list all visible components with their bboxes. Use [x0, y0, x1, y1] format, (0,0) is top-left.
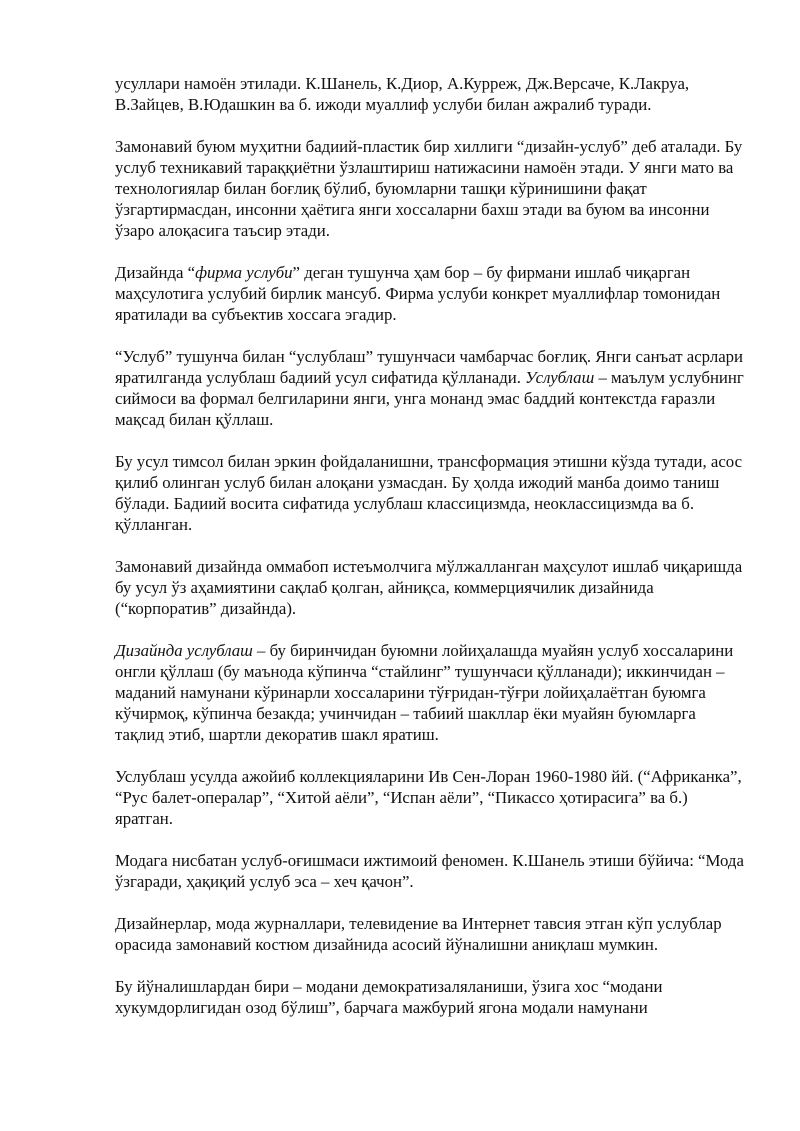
- paragraph-5-text: Бу усул тимсол билан эркин фойдаланишни, трансформация этишни кўзда тутади, асос қилиб олинган услуб билан алоқани узмасдан. Бу ҳолда ижодий манба доимо таниш бўлади. Бадиий восита сифатида услублаш классицизмда, неоклассицизмда ва б. қўлланган.: [115, 452, 743, 534]
- paragraph-10: [115, 913, 744, 955]
- paragraph-3-term-firm-style: фирма услуби: [195, 263, 293, 282]
- paragraph-6-text: Замонавий дизайнда оммабоп истеъмолчига мўлжалланган маҳсулот ишлаб чиқаришда бу усул ўз аҳамиятини сақлаб қолган, айниқса, коммерциячилик дизайнида (“корпоратив” дизайнда).: [115, 557, 743, 618]
- paragraph-2-text: Замонавий буюм муҳитни бадиий-пластик бир хиллиги “дизайн-услуб” деб аталади. Бу услуб техникавий тараққиётни ўзлаштириш натижасини намоён этади. У янги мато ва технологиялар билан боғлиқ бўлиб, буюмларни ташқи кўринишини фақат ўзгартирмасдан, инсонни ҳаётига янги хоссаларни бахш этади ва буюм ва инсонни ўзаро алоқасига таъсир этади.: [115, 137, 743, 240]
- paragraph-11-text: Бу йўналишлардан бири – модани демократизаляланиши, ўзига хос “модани хукумдорлигидан озод бўлиш”, барчага мажбурий ягона модали намунани: [115, 977, 663, 1017]
- paragraph-7: [115, 640, 744, 745]
- paragraph-8-text: Услублаш усулда ажойиб коллекцияларини Ив Сен-Лоран 1960-1980 йй. (“Африканка”, “Рус балет-опералар”, “Хитой аёли”, “Испан аёли”, “Пикассо ҳотирасига” ва б.) яратган.: [115, 767, 742, 828]
- paragraph-4-text-b: – маълум услубнинг сиймоси ва формал белгиларини янги, унга монанд эмас баддий контекстда ғаразли мақсад билан қўллаш.: [115, 368, 744, 429]
- paragraph-1-text: усуллари намоён этилади. К.Шанель, К.Диор, А.Курреж, Дж.Версаче, К.Лакруа, В.Зайцев, В.Юдашкин ва б. ижоди муаллиф услуби билан ажралиб туради.: [115, 74, 690, 114]
- paragraph-8: [115, 766, 744, 829]
- paragraph-1: [115, 73, 744, 115]
- paragraph-4: [115, 346, 744, 430]
- paragraph-7-term-design-stylization: Дизайнда услублаш: [115, 641, 253, 660]
- paragraph-3-text-a: Дизайнда “: [115, 263, 196, 282]
- paragraph-2: [115, 136, 744, 241]
- paragraph-3-text-b: ” деган тушунча ҳам бор – бу фирмани ишлаб чиқарган маҳсулотига услубий бирлик мансуб. Фирма услуби конкрет муаллифлар томонидан яратилади ва субъектив хоссага эгадир.: [115, 263, 721, 324]
- paragraph-7-text: – бу биринчидан буюмни лойиҳалашда муайян услуб хоссаларини онгли қўллаш (бу маънода кўпинча “стайлинг” тушунчаси қўлланади); иккинчидан – маданий намунани кўринарли хоссаларини тўғридан-тўғри лойиҳалаётган буюмга кўчирмоқ, кўпинча безакда; учинчидан – табиий шакллар ёки муайян буюмларга тақлид этиб, шартли декоратив шакл яратиш.: [115, 641, 734, 744]
- paragraph-6: [115, 556, 744, 619]
- paragraph-4-text-a: “Услуб” тушунча билан “услублаш” тушунчаси чамбарчас боғлиқ. Янги санъат асрлари яратилганда услублаш бадиий усул сифатида қўлланади.: [115, 347, 744, 387]
- paragraph-10-text: Дизайнерлар, мода журналлари, телевидение ва Интернет тавсия этган кўп услублар орасида замонавий костюм дизайнида асосий йўналишни аниқлаш мумкин.: [115, 914, 722, 954]
- paragraph-9-text: Модага нисбатан услуб-оғишмаси ижтимоий феномен. К.Шанель этиши бўйича: “Мода ўзгаради, ҳақиқий услуб эса – хеч қачон”.: [115, 851, 744, 891]
- paragraph-11: [115, 976, 744, 1018]
- paragraph-3: [115, 262, 744, 325]
- paragraph-5: [115, 451, 744, 535]
- paragraph-4-term-stylization: Услублаш: [525, 368, 595, 387]
- paragraph-9: [115, 850, 744, 892]
